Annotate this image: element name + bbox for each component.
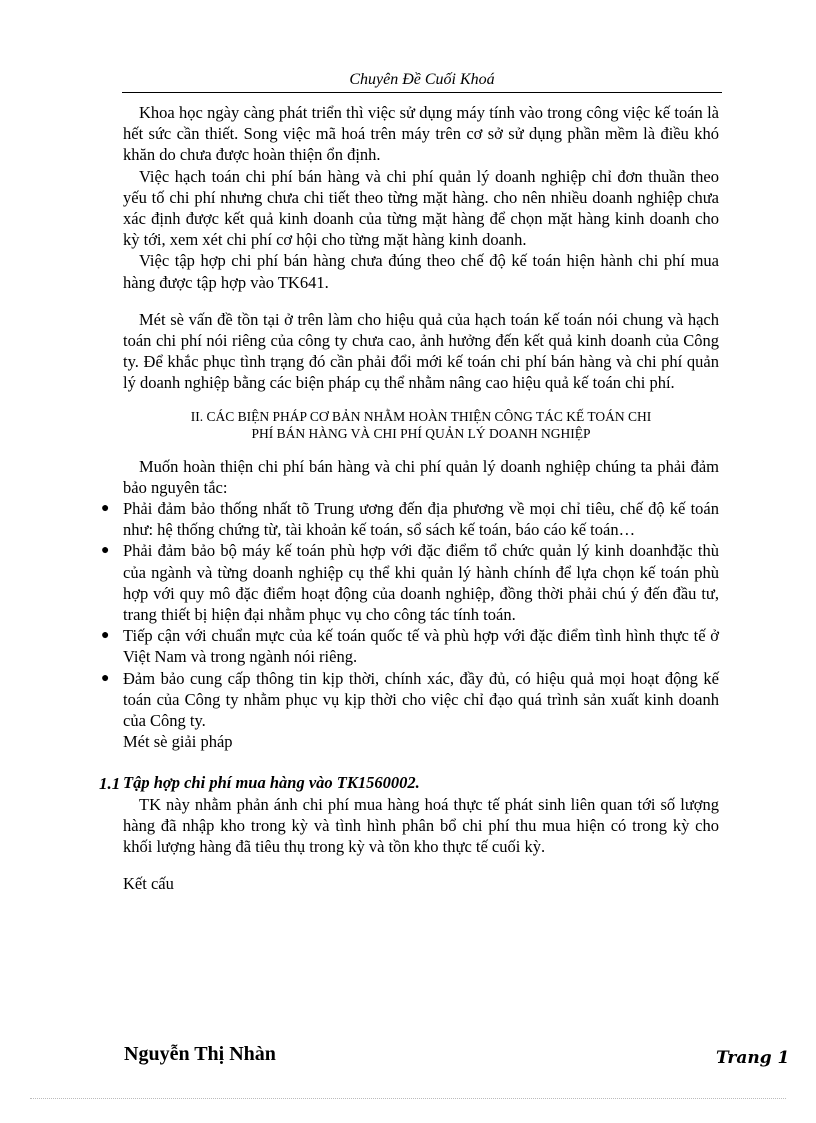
- bullet-icon: ●: [101, 670, 110, 686]
- page-header: [122, 70, 722, 93]
- subsection-number: 1.1: [99, 774, 121, 794]
- list-item: [101, 540, 719, 625]
- principles-list: [101, 498, 719, 731]
- solutions-label: Mét sè giải pháp: [123, 732, 233, 752]
- header-title: Chuyên Đề Cuối Khoá: [349, 71, 495, 88]
- section-heading-line-1: II. CÁC BIỆN PHÁP CƠ BẢN NHẰM HOÀN THIỆN CÔNG TÁC KẾ TOÁN CHI: [190, 408, 652, 424]
- list-item: [101, 668, 719, 732]
- section-heading: [123, 408, 719, 442]
- bullet-icon: ●: [101, 501, 110, 517]
- list-item: [101, 625, 719, 667]
- paragraph-computer-use: Khoa học ngày càng phát triển thì việc sử dụng máy tính vào trong công việc kế toán là hết sức cần thiết. Song việc mã hoá trên máy trên cơ sở sử dụng phần mềm là điều khó khăn do chưa được hoàn thiện ổn định.: [123, 103, 719, 165]
- list-item-text: Phải đảm bảo thống nhất tõ Trung ương đến địa phương về mọi chỉ tiêu, chế độ kế toán như: hệ thống chứng từ, tài khoản kế toán, sổ sách kế toán, báo cáo kế toán…: [123, 499, 719, 540]
- spacer: [123, 857, 719, 873]
- paragraph-tk641: Việc tập hợp chi phí bán hàng chưa đúng theo chế độ kế toán hiện hành chi phí mua hàng được tập hợp vào TK641.: [123, 251, 719, 292]
- list-item-text: Phải đảm bảo bộ máy kế toán phù hợp với đặc điểm tổ chức quản lý kinh doanhđặc thù của ngành và từng doanh nghiệp cụ thể khi quản lý hành chính để lựa chọn kế toán phù hợp với quy mô đặc điểm hoạt động của doanh nghiệp, đồng thời phải chú ý đến đầu tư, trang thiết bị hiện đại nhằm phục vụ cho công tác tính toán.: [123, 541, 719, 625]
- document-body: [99, 102, 719, 895]
- list-item-text: Tiếp cận với chuẩn mực của kế toán quốc tế và phù hợp với đặc điểm tình hình thực tế ở Việt Nam và trong ngành nói riêng.: [123, 626, 719, 667]
- paragraph-existing-issues: Mét sè vấn đề tồn tại ở trên làm cho hiệu quả của hạch toán kế toán nói chung và hạch toán chi phí nói riêng của công ty chưa cao, ảnh hưởng đến kết quả kinh doanh của Công ty. Để khắc phục tình trạng đó cần phải đổi mới kế toán chi phí bán hàng và chi phí quản lý doanh nghiệp bằng các biện pháp cụ thể nhằm nâng cao hiệu quả kế toán chi phí.: [123, 309, 719, 393]
- footer-page-number: Trang 1: [716, 1048, 790, 1068]
- paragraph-cost-accounting: Việc hạch toán chi phí bán hàng và chi phí quản lý doanh nghiệp chỉ đơn thuần theo yếu tố chi phí nhưng chưa chi tiết theo từng mặt hàng. cho nên nhiều doanh nghiệp chưa xác định được kết quả kinh doanh của từng mặt hàng để chọn mặt hàng kinh doanh cho kỳ tới, xem xét chi phí cơ hội cho từng mặt hàng kinh doanh.: [123, 166, 719, 250]
- subsection-heading: [99, 772, 719, 794]
- spacer: [123, 293, 719, 309]
- bullet-icon: ●: [101, 543, 110, 559]
- structure-label: Kết cấu: [123, 874, 174, 894]
- list-item: [101, 498, 719, 540]
- page-bottom-divider: [30, 1098, 786, 1099]
- section-heading-line-2: PHÍ BÁN HÀNG VÀ CHI PHÍ QUẢN LÝ DOANH NGHIỆP: [251, 425, 591, 441]
- subsection-paragraph: TK này nhằm phản ánh chi phí mua hàng hoá thực tế phát sinh liên quan tới số lượng hàng đã nhập kho trong kỳ và tình hình phân bổ chi phí thu mua hiện có trong kỳ cho khối lượng hàng đã tiêu thụ trong kỳ và tồn kho thực tế cuối kỳ.: [123, 794, 719, 857]
- list-item-text: Đảm bảo cung cấp thông tin kịp thời, chính xác, đầy đủ, có hiệu quả mọi hoạt động kế toán của Công ty nhằm phục vụ kịp thời cho việc chỉ đạo quá trình sản xuất kinh doanh của Công ty.: [123, 668, 719, 731]
- bullet-icon: ●: [101, 628, 110, 644]
- footer-author: Nguyễn Thị Nhàn: [124, 1043, 276, 1065]
- section-intro: Muốn hoàn thiện chi phí bán hàng và chi phí quản lý doanh nghiệp chúng ta phải đảm bảo nguyên tắc:: [123, 456, 719, 497]
- subsection-title: Tập hợp chi phí mua hàng vào TK1560002.: [123, 773, 420, 793]
